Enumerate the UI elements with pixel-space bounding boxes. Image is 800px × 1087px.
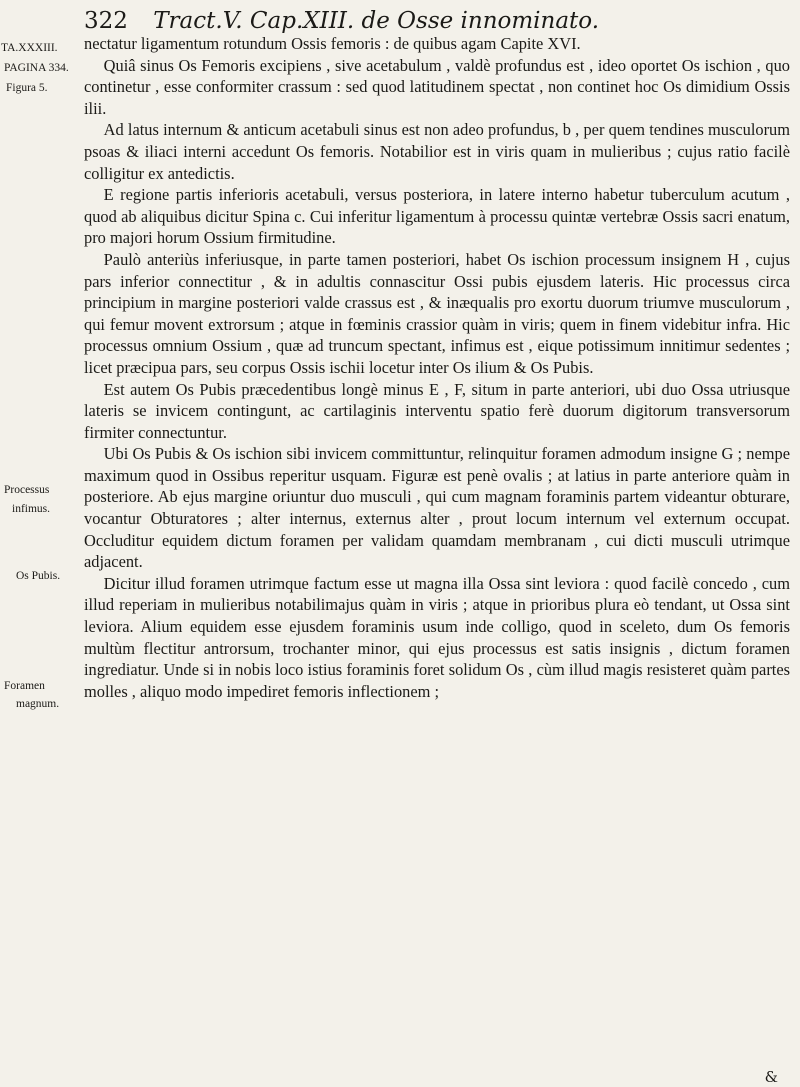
paragraph: E regione partis inferioris acetabuli, versus posteriora, in latere interno habetur tuberculum acutum , quod ab aliquibus dicitur Spina c. Cui inferitur ligamentum à processu quintæ vertebræ Ossis sacri enatum, pro majori horum Ossium firmitudine. xyxy=(84,185,790,248)
margin-note-processus: Processus xyxy=(4,484,50,496)
margin-note-foramen: Foramen xyxy=(4,680,45,692)
body-text xyxy=(84,33,790,702)
margin-note-os-pubis: Os Pubis. xyxy=(16,570,61,582)
margin-note-magnum: magnum. xyxy=(16,698,60,710)
margin-note-pagina: PAGINA 334. xyxy=(4,62,69,74)
catchword: & xyxy=(764,1068,778,1086)
margin-note-figura: Figura 5. xyxy=(6,82,48,94)
paragraph: Ubi Os Pubis & Os ischion sibi invicem committuntur, relinquitur foramen admodum insigne G ; nempe maximum quod in Ossibus reperitur usquam. Figuræ est penè ovalis ; at latius in parte anteriore quàm in posteriore. Ab ejus margine oriuntur duo musculi , qui cum magnam foraminis partem videantur obturare, vocantur Obturatores ; alter internus, externus alter , prout locum internum vel externum occupat. Occluditur equidem dictum foramen per validam quamdam membranam , cui dicti musculi utrimque adjacent. xyxy=(84,444,790,572)
page-number: 322 xyxy=(84,8,128,34)
paragraph: Paulò anteriùs inferiusque, in parte tamen posteriori, habet Os ischion processum insignem H , cujus pars inferior connectitur , & in adultis connascitur Ossi pubis ejusdem lateris. Hic processus circa principium in margine posteriori valde crassus est , & inæqualis pro exortu duorum triumve musculorum , qui femur movent extrorsum ; atque in fœminis crassior quàm in viris; quem in finem videbitur infra. Hic processus omnium Ossium , quæ ad truncum spectant, infimus est , eique potissimum innitimur sedentes ; licet præcipua pars, seu corpus Ossis ischii locetur inter Os ilium & Os Pubis. xyxy=(84,249,790,377)
running-title: Tract.V. Cap.XIII. de Osse innominato. xyxy=(153,8,600,34)
running-header xyxy=(84,6,724,36)
margin-note-tab: TA.XXXIII. xyxy=(1,42,58,54)
paragraph: nectatur ligamentum rotundum Ossis femoris : de quibus agam Capite XVI. xyxy=(84,34,581,53)
paragraph: Est autem Os Pubis præcedentibus longè minus E , F, situm in parte anteriori, ubi duo Ossa utriusque lateris se invicem contingunt, ac cartilaginis interventu spatio ferè duorum digitorum transversorum firmiter connectuntur. xyxy=(84,379,790,442)
margin-note-infimus: infimus. xyxy=(12,503,51,515)
paragraph: Ad latus internum & anticum acetabuli sinus est non adeo profundus, b , per quem tendines musculorum psoas & iliaci interni accedunt Os femoris. Notabilior est in viris quam in mulieribus ; cujus ratio facilè colligitur ex antedictis. xyxy=(84,120,790,183)
paragraph: Quiâ sinus Os Femoris excipiens , sive acetabulum , valdè profundus est , ideo oportet Os ischion , quo continetur , esse conformiter crassum : sed quod latitudinem spectat , non continet hoc Os dimidium Ossis ilii. xyxy=(84,55,790,118)
paragraph: Dicitur illud foramen utrimque factum esse ut magna illa Ossa sint leviora : quod facilè concedo , cum illud reperiam in mulieribus notabilimajus quàm in viris ; atque in prioribus plura eò tendant, ut Ossa sint leviora. Alium equidem esse ejusdem foraminis usum inde colligo, quod in sceleto, dum Os femoris multùm flectitur antrorsum, trochanter minor, qui ejus processus est satis insignis , dictum foramen ingrediatur. Unde si in nobis loco istius foraminis foret solidum Os , cùm illud magis resisteret quàm partes molles , aliquo modo impediret femoris inflectionem ; xyxy=(84,573,790,701)
